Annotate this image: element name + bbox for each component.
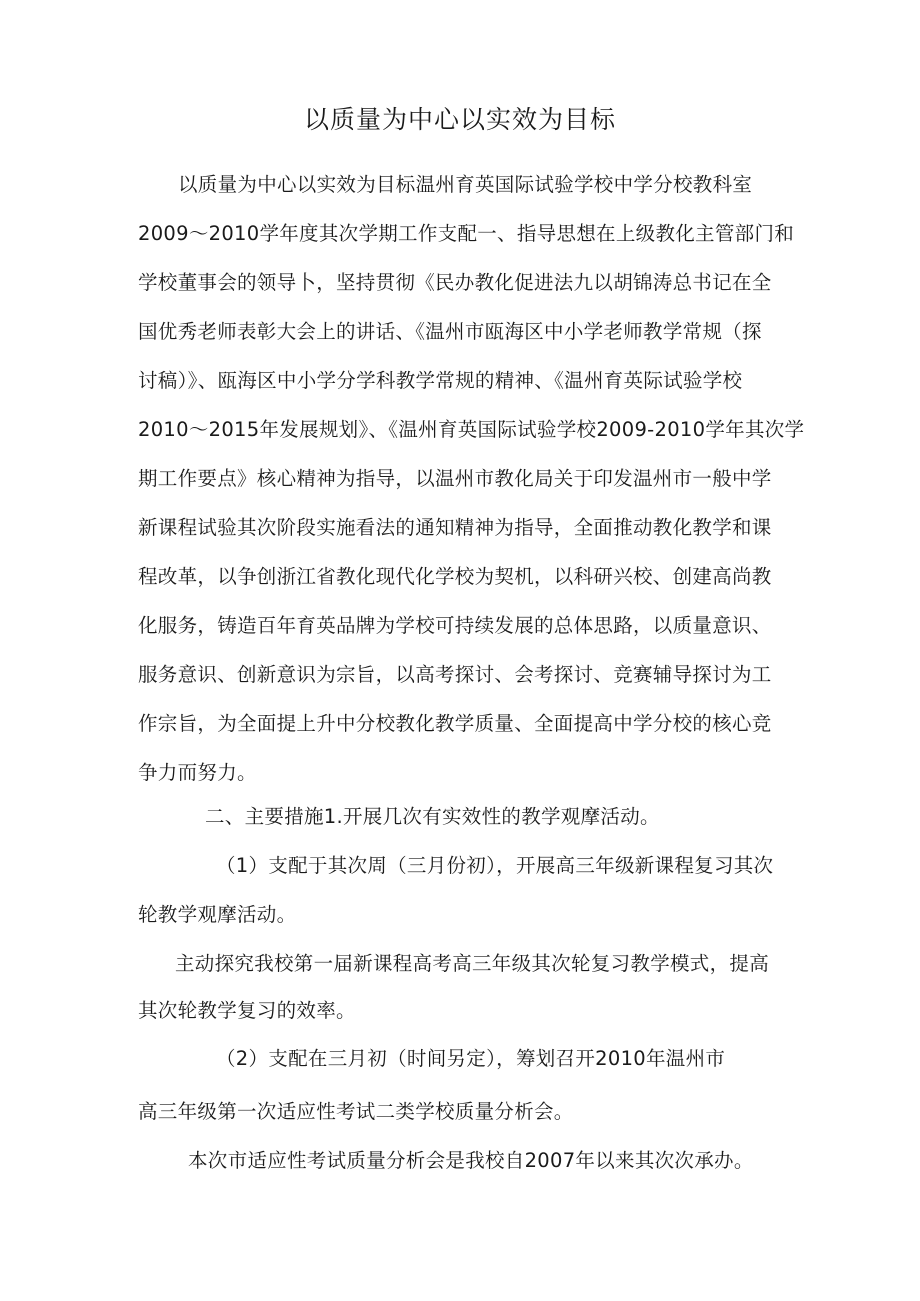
paragraph-1-line-2: 2009～2010学年度其次学期工作支配一、指导思想在上级教化主管部门和 <box>138 222 795 245</box>
document-title: 以质量为中心以实效为目标 <box>303 105 616 134</box>
paragraph-1-line-8: 新课程试验其次阶段实施看法的通知精神为指导，全面推动教化教学和课 <box>138 516 772 539</box>
paragraph-1-line-10: 化服务，铸造百年育英品牌为学校可持续发展的总体思路，以质量意识、 <box>138 614 772 637</box>
paragraph-1-line-3: 学校董事会的领导卜，坚持贯彻《民办教化促进法九以胡锦涛总书记在全 <box>138 271 772 294</box>
item-1-line-1: （1）支配于其次周（三月份初），开展高三年级新课程复习其次 <box>216 854 774 877</box>
paragraph-1-line-9: 程改革，以争创浙江省教化现代化学校为契机，以科研兴校、创建高尚教 <box>138 565 772 588</box>
paragraph-1-line-7: 期工作要点》核心精神为指导，以温州市教化局关于印发温州市一般中学 <box>138 467 772 490</box>
paragraph-1-line-4: 国优秀老师表彰大会上的讲话、《温州市瓯海区中小学老师教学常规（探 <box>138 320 762 343</box>
paragraph-1-line-11: 服务意识、创新意识为宗旨，以高考探讨、会考探讨、竞赛辅导探讨为工 <box>138 663 772 686</box>
paragraph-2-line-2: 其次轮教学复习的效率。 <box>138 999 356 1022</box>
paragraph-1-line-5: 讨稿）》、瓯海区中小学分学科教学常规的精神、《温州育英际试验学校 <box>138 369 743 392</box>
paragraph-1-line-1: 以质量为中心以实效为目标温州育英国际试验学校中学分校教科室 <box>178 173 753 196</box>
item-2-line-1: （2）支配在三月初（时间另定），筹划召开2010年温州市 <box>216 1047 726 1070</box>
paragraph-1-line-6: 2010～2015年发展规划》、《温州育英国际试验学校2009-2010学年其次学 <box>138 418 805 441</box>
item-1-line-2: 轮教学观摩活动。 <box>138 903 297 926</box>
paragraph-2-line-1: 主动探究我校第一届新课程高考高三年级其次轮复习教学模式，提高 <box>175 952 770 975</box>
paragraph-1-line-12: 作宗旨，为全面提上升中分校教化教学质量、全面提高中学分校的核心竞 <box>138 712 772 735</box>
item-2-line-2: 高三年级第一次适应性考试二类学校质量分析会。 <box>138 1100 574 1123</box>
paragraph-3-line-1: 本次市适应性考试质量分析会是我校自2007年以来其次次承办。 <box>188 1149 754 1172</box>
paragraph-1-line-13: 争力而努力。 <box>138 761 257 784</box>
section-2-heading: 二、主要措施1.开展几次有实效性的教学观摩活动。 <box>205 805 660 828</box>
